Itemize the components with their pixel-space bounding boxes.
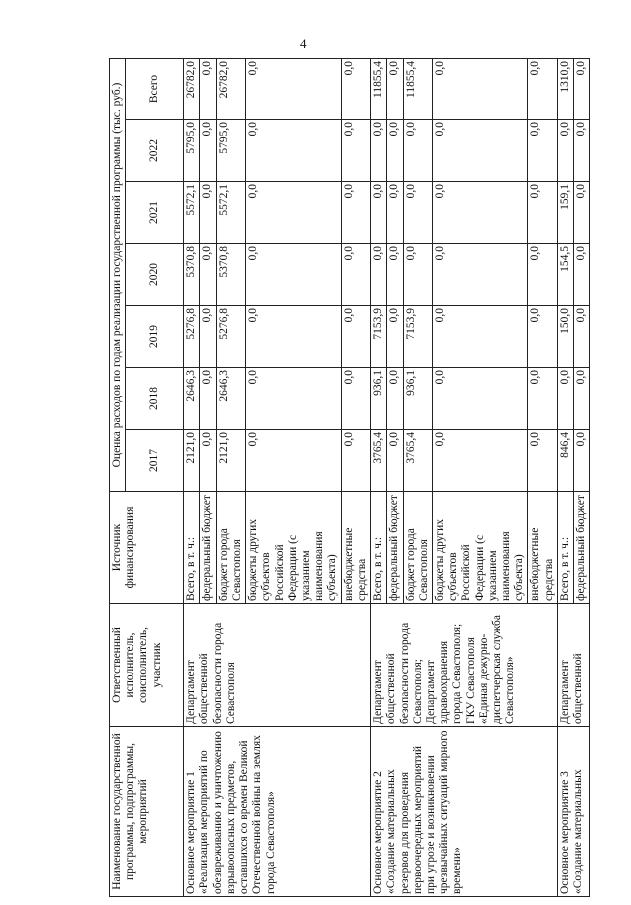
value-cell: 150,0	[557, 306, 573, 368]
funding-source: федеральный бюджет	[387, 492, 403, 604]
funding-source: бюджеты других субъектов Российской Федерации (с указанием наименования субъекта)	[432, 492, 528, 604]
table-container	[109, 59, 595, 897]
value-cell: 0,0	[246, 120, 342, 182]
value-total: 0,0	[387, 59, 403, 120]
value-cell: 7153,9	[371, 306, 387, 368]
header-year: 2020	[126, 244, 184, 306]
value-cell: 0,0	[574, 368, 590, 430]
header-total: Всего	[126, 59, 184, 120]
value-cell: 0,0	[246, 368, 342, 430]
measure-name: Основное мероприятие 2 «Создание материальных резервов для проведения первоочередных мероприятий при угрозе и возникновении чрезвычайных ситуаций мирного времени»	[371, 727, 558, 897]
value-cell: 0,0	[387, 182, 403, 244]
value-cell: 0,0	[387, 306, 403, 368]
value-cell: 0,0	[432, 120, 528, 182]
value-cell: 0,0	[432, 368, 528, 430]
header-year: 2021	[126, 182, 184, 244]
value-cell: 0,0	[432, 182, 528, 244]
value-cell: 0,0	[387, 244, 403, 306]
value-cell: 0,0	[371, 182, 387, 244]
value-cell: 0,0	[387, 430, 403, 492]
value-cell: 0,0	[557, 368, 573, 430]
value-cell: 5370,8	[184, 244, 200, 306]
value-cell: 7153,9	[403, 306, 432, 368]
value-cell: 0,0	[403, 244, 432, 306]
measure-name: Основное мероприятие 3 «Создание материальных	[557, 727, 589, 897]
value-cell: 2646,3	[184, 368, 200, 430]
value-cell: 0,0	[432, 306, 528, 368]
value-cell: 0,0	[574, 244, 590, 306]
value-cell: 154,5	[557, 244, 573, 306]
value-cell: 0,0	[387, 120, 403, 182]
value-cell: 2121,0	[216, 430, 245, 492]
value-cell: 2646,3	[216, 368, 245, 430]
value-cell: 5572,1	[216, 182, 245, 244]
value-cell: 3765,4	[371, 430, 387, 492]
value-total: 0,0	[528, 59, 557, 120]
value-cell: 0,0	[200, 244, 216, 306]
value-cell: 846,4	[557, 430, 573, 492]
value-total: 11855,4	[403, 59, 432, 120]
value-cell: 0,0	[528, 306, 557, 368]
value-cell: 0,0	[403, 182, 432, 244]
value-cell: 0,0	[574, 182, 590, 244]
value-cell: 0,0	[574, 120, 590, 182]
value-cell: 0,0	[341, 182, 370, 244]
value-total: 26782,0	[184, 59, 200, 120]
value-cell: 0,0	[432, 244, 528, 306]
value-cell: 936,1	[371, 368, 387, 430]
value-cell: 5795,0	[184, 120, 200, 182]
value-cell: 0,0	[528, 120, 557, 182]
funding-source: федеральный бюджет	[574, 492, 590, 604]
funding-source: бюджеты других субъектов Российской Федерации (с указанием наименования субъекта)	[246, 492, 342, 604]
header-source: Источник финансирования	[110, 492, 184, 604]
value-cell: 0,0	[371, 120, 387, 182]
measure-name: Основное мероприятие 1 «Реализация мероприятий по обезвреживанию и уничтожению взрывоопасных предметов, оставшихся со времен Великой Отечественной войны на землях города Севастополя»	[184, 727, 371, 897]
funding-source: Всего, в т. ч.:	[371, 492, 387, 604]
value-cell: 5276,8	[216, 306, 245, 368]
value-cell: 5795,0	[216, 120, 245, 182]
value-cell: 5276,8	[184, 306, 200, 368]
value-total: 0,0	[574, 59, 590, 120]
value-cell: 0,0	[200, 368, 216, 430]
value-cell: 0,0	[371, 244, 387, 306]
funding-source: бюджет города Севастополя	[216, 492, 245, 604]
value-total: 0,0	[341, 59, 370, 120]
value-cell: 0,0	[341, 306, 370, 368]
header-estimate: Оценка расходов по годам реализации государственной программы (тыс. руб.)	[110, 59, 126, 492]
value-cell: 0,0	[200, 430, 216, 492]
value-cell: 0,0	[403, 120, 432, 182]
page-number: 4	[300, 36, 307, 51]
table-row	[557, 59, 573, 897]
header-name: Наименование государственной программы, подпрограммы, мероприятий	[110, 727, 184, 897]
value-cell: 5370,8	[216, 244, 245, 306]
value-cell: 0,0	[528, 244, 557, 306]
expense-table	[109, 58, 590, 897]
value-cell: 2121,0	[184, 430, 200, 492]
value-cell: 0,0	[246, 244, 342, 306]
value-cell: 0,0	[341, 430, 370, 492]
value-cell: 159,1	[557, 182, 573, 244]
header-year: 2017	[126, 430, 184, 492]
value-cell: 0,0	[246, 430, 342, 492]
measure-executor: Департамент общественной безопасности города Севастополя	[184, 604, 371, 727]
value-cell: 936,1	[403, 368, 432, 430]
funding-source: внебюджетные средства	[341, 492, 370, 604]
value-total: 0,0	[246, 59, 342, 120]
value-cell: 0,0	[341, 120, 370, 182]
value-total: 0,0	[432, 59, 528, 120]
value-total: 1310,0	[557, 59, 573, 120]
table-row	[184, 59, 200, 897]
funding-source: бюджет города Севастополя	[403, 492, 432, 604]
header-executor: Ответственный исполнитель, соисполнитель, участник	[110, 604, 184, 727]
funding-source: федеральный бюджет	[200, 492, 216, 604]
measure-executor: Департамент общественной безопасности города Севастополя; Департамент здравоохранения города Севастополя; ГКУ Севастополя «Единая дежурно-диспетчерская служба Севастополя»	[371, 604, 558, 727]
value-cell: 0,0	[341, 368, 370, 430]
value-cell: 0,0	[528, 430, 557, 492]
value-cell: 0,0	[200, 182, 216, 244]
header-year: 2018	[126, 368, 184, 430]
header-year: 2022	[126, 120, 184, 182]
value-total: 0,0	[200, 59, 216, 120]
measure-executor: Департамент общественной	[557, 604, 589, 727]
value-cell: 0,0	[528, 368, 557, 430]
value-cell: 0,0	[246, 306, 342, 368]
value-cell: 0,0	[341, 244, 370, 306]
funding-source: Всего, в т. ч.:	[184, 492, 200, 604]
value-cell: 0,0	[574, 430, 590, 492]
header-year: 2019	[126, 306, 184, 368]
value-cell: 0,0	[432, 430, 528, 492]
value-cell: 0,0	[387, 368, 403, 430]
value-cell: 0,0	[246, 182, 342, 244]
value-cell: 3765,4	[403, 430, 432, 492]
value-cell: 0,0	[557, 120, 573, 182]
value-cell: 0,0	[200, 306, 216, 368]
value-total: 11855,4	[371, 59, 387, 120]
funding-source: внебюджетные средства	[528, 492, 557, 604]
value-cell: 0,0	[528, 182, 557, 244]
value-cell: 5572,1	[184, 182, 200, 244]
value-cell: 0,0	[574, 306, 590, 368]
table-row	[371, 59, 387, 897]
value-cell: 0,0	[200, 120, 216, 182]
value-total: 26782,0	[216, 59, 245, 120]
funding-source: Всего, в т. ч.:	[557, 492, 573, 604]
